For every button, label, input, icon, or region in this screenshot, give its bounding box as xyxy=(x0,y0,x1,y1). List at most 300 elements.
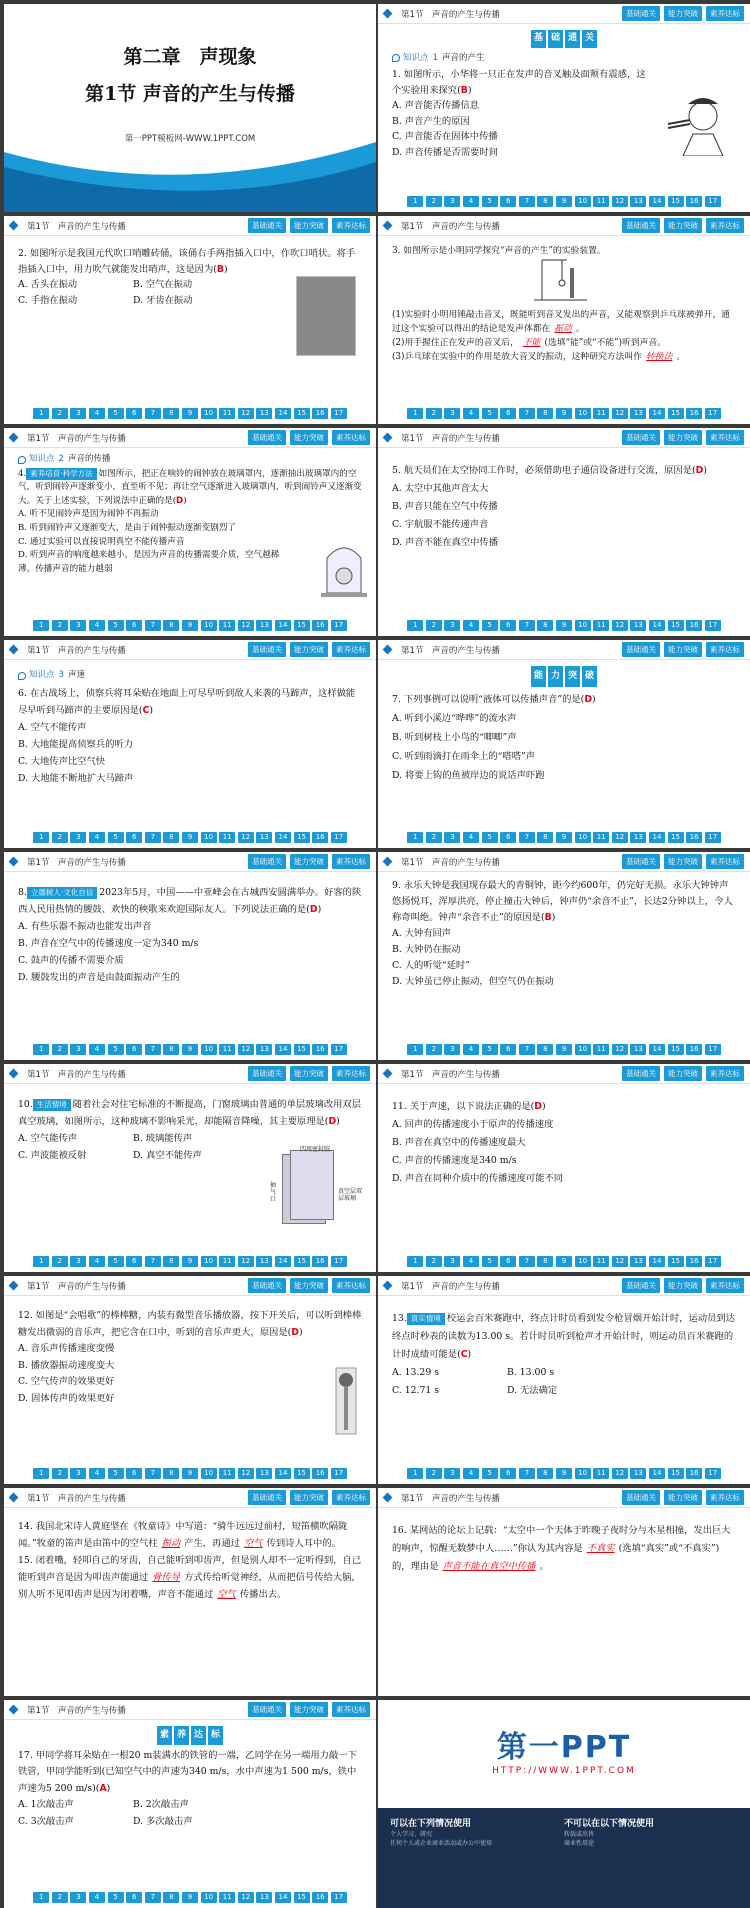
nav-basic-button[interactable]: 基础通关 xyxy=(622,1066,660,1081)
nav-ability-button[interactable]: 能力突破 xyxy=(664,1278,702,1293)
page-nav-item[interactable]: 2 xyxy=(426,832,442,843)
page-nav-item[interactable]: 5 xyxy=(482,1468,498,1479)
page-nav-item[interactable]: 4 xyxy=(463,196,479,207)
page-nav-item[interactable]: 15 xyxy=(294,832,310,843)
nav-literacy-button[interactable]: 素养达标 xyxy=(706,6,744,21)
nav-basic-button[interactable]: 基础通关 xyxy=(622,218,660,233)
page-nav-item[interactable]: 15 xyxy=(668,1044,684,1055)
page-nav-item[interactable]: 9 xyxy=(182,408,198,419)
page-nav-item[interactable]: 7 xyxy=(519,196,535,207)
page-nav-item[interactable]: 2 xyxy=(52,408,68,419)
page-nav-item[interactable]: 9 xyxy=(556,196,572,207)
nav-basic-button[interactable]: 基础通关 xyxy=(622,6,660,21)
page-nav-item[interactable]: 8 xyxy=(537,1468,553,1479)
page-nav-item[interactable]: 3 xyxy=(444,620,460,631)
page-nav-item[interactable]: 2 xyxy=(426,1468,442,1479)
page-nav-item[interactable]: 4 xyxy=(89,408,105,419)
page-nav-item[interactable]: 11 xyxy=(219,620,235,631)
page-nav-item[interactable]: 6 xyxy=(500,832,516,843)
page-nav-item[interactable]: 12 xyxy=(612,1256,628,1267)
page-nav-item[interactable]: 6 xyxy=(126,1256,142,1267)
page-nav-item[interactable]: 16 xyxy=(312,408,328,419)
page-nav-item[interactable]: 5 xyxy=(482,196,498,207)
page-nav-item[interactable]: 7 xyxy=(145,620,161,631)
nav-ability-button[interactable]: 能力突破 xyxy=(664,1066,702,1081)
page-nav-item[interactable]: 6 xyxy=(500,1044,516,1055)
page-nav-item[interactable]: 13 xyxy=(256,620,272,631)
page-nav-item[interactable]: 17 xyxy=(331,832,347,843)
page-nav-item[interactable]: 17 xyxy=(705,832,721,843)
page-nav-item[interactable]: 8 xyxy=(537,1256,553,1267)
page-nav-item[interactable]: 6 xyxy=(126,408,142,419)
page-nav-item[interactable]: 16 xyxy=(312,1892,328,1903)
page-nav-item[interactable]: 8 xyxy=(163,1044,179,1055)
nav-ability-button[interactable]: 能力突破 xyxy=(290,218,328,233)
page-nav-item[interactable]: 3 xyxy=(70,408,86,419)
page-nav-item[interactable]: 8 xyxy=(537,620,553,631)
page-nav-item[interactable]: 13 xyxy=(630,832,646,843)
page-nav-item[interactable]: 4 xyxy=(89,832,105,843)
page-nav-item[interactable]: 16 xyxy=(686,832,702,843)
page-nav-item[interactable]: 15 xyxy=(668,408,684,419)
page-nav-item[interactable]: 2 xyxy=(52,1892,68,1903)
page-nav-item[interactable]: 4 xyxy=(463,832,479,843)
page-nav-item[interactable]: 13 xyxy=(256,1468,272,1479)
page-nav-item[interactable]: 2 xyxy=(426,620,442,631)
page-nav-item[interactable]: 14 xyxy=(649,1468,665,1479)
page-nav-item[interactable]: 1 xyxy=(33,1256,49,1267)
page-nav-item[interactable]: 17 xyxy=(705,1468,721,1479)
page-nav-item[interactable]: 4 xyxy=(463,620,479,631)
page-nav-item[interactable]: 16 xyxy=(686,408,702,419)
page-nav-item[interactable]: 11 xyxy=(219,408,235,419)
nav-basic-button[interactable]: 基础通关 xyxy=(248,1278,286,1293)
page-nav-item[interactable]: 13 xyxy=(256,408,272,419)
page-nav-item[interactable]: 15 xyxy=(668,832,684,843)
page-nav-item[interactable]: 13 xyxy=(630,1044,646,1055)
page-nav-item[interactable]: 10 xyxy=(201,1892,217,1903)
nav-ability-button[interactable]: 能力突破 xyxy=(290,854,328,869)
page-nav-item[interactable]: 13 xyxy=(256,832,272,843)
page-nav-item[interactable]: 8 xyxy=(163,1892,179,1903)
page-nav-item[interactable]: 13 xyxy=(630,620,646,631)
nav-basic-button[interactable]: 基础通关 xyxy=(622,1490,660,1505)
page-nav-item[interactable]: 15 xyxy=(294,408,310,419)
page-nav-item[interactable]: 5 xyxy=(108,1892,124,1903)
nav-literacy-button[interactable]: 素养达标 xyxy=(332,854,370,869)
page-nav-item[interactable]: 6 xyxy=(126,620,142,631)
page-nav xyxy=(4,1044,376,1055)
page-nav-item[interactable]: 7 xyxy=(519,1256,535,1267)
page-nav-item[interactable]: 9 xyxy=(556,1256,572,1267)
page-nav-item[interactable]: 8 xyxy=(537,832,553,843)
page-nav-item[interactable]: 7 xyxy=(145,1256,161,1267)
page-nav-item[interactable]: 10 xyxy=(201,1468,217,1479)
page-nav-item[interactable]: 9 xyxy=(182,1044,198,1055)
page-nav-item[interactable]: 7 xyxy=(145,1892,161,1903)
page-nav-item[interactable]: 3 xyxy=(444,196,460,207)
page-nav-item[interactable]: 13 xyxy=(630,1468,646,1479)
page-nav-item[interactable]: 2 xyxy=(426,1256,442,1267)
page-nav-item[interactable]: 1 xyxy=(407,196,423,207)
nav-ability-button[interactable]: 能力突破 xyxy=(664,218,702,233)
page-nav-item[interactable]: 16 xyxy=(686,196,702,207)
page-nav-item[interactable]: 17 xyxy=(705,620,721,631)
option: A. 有些乐器不振动也能发出声音 xyxy=(18,921,152,932)
page-nav-item[interactable]: 12 xyxy=(612,620,628,631)
page-nav-item[interactable]: 1 xyxy=(33,408,49,419)
page-nav-item[interactable]: 3 xyxy=(444,832,460,843)
page-nav-item[interactable]: 2 xyxy=(426,196,442,207)
page-nav-item[interactable]: 11 xyxy=(593,620,609,631)
page-nav-item[interactable]: 10 xyxy=(201,1044,217,1055)
page-nav-item[interactable]: 2 xyxy=(52,1044,68,1055)
page-nav-item[interactable]: 16 xyxy=(312,1044,328,1055)
nav-basic-button[interactable]: 基础通关 xyxy=(248,1702,286,1717)
page-nav-item[interactable]: 16 xyxy=(312,832,328,843)
page-nav-item[interactable]: 11 xyxy=(593,408,609,419)
page-nav-item[interactable]: 16 xyxy=(686,1044,702,1055)
nav-literacy-button[interactable]: 素养达标 xyxy=(332,642,370,657)
page-nav-item[interactable]: 1 xyxy=(407,1044,423,1055)
page-nav-item[interactable]: 10 xyxy=(201,832,217,843)
page-nav-item[interactable]: 7 xyxy=(519,832,535,843)
nav-basic-button[interactable]: 基础通关 xyxy=(248,1490,286,1505)
diamond-icon xyxy=(9,1493,19,1503)
page-nav-item[interactable]: 2 xyxy=(52,832,68,843)
page-nav-item[interactable]: 2 xyxy=(52,1468,68,1479)
page-nav-item[interactable]: 8 xyxy=(537,1044,553,1055)
page-nav-item[interactable]: 14 xyxy=(649,832,665,843)
page-nav-item[interactable]: 13 xyxy=(256,1892,272,1903)
page-nav-item[interactable]: 3 xyxy=(70,1044,86,1055)
page-nav-item[interactable]: 10 xyxy=(575,408,591,419)
page-nav-item[interactable]: 15 xyxy=(294,620,310,631)
page-nav-item[interactable]: 1 xyxy=(407,832,423,843)
nav-literacy-button[interactable]: 素养达标 xyxy=(332,1278,370,1293)
nav-literacy-button[interactable]: 素养达标 xyxy=(332,1490,370,1505)
page-nav-item[interactable]: 3 xyxy=(444,408,460,419)
page-nav-item[interactable]: 7 xyxy=(145,408,161,419)
page-nav-item[interactable]: 9 xyxy=(556,408,572,419)
nav-ability-button[interactable]: 能力突破 xyxy=(290,1066,328,1081)
page-nav-item[interactable]: 13 xyxy=(630,196,646,207)
slide-q10 xyxy=(4,1064,376,1272)
page-nav-item[interactable]: 6 xyxy=(126,832,142,843)
nav-literacy-button[interactable]: 素养达标 xyxy=(706,1278,744,1293)
option: D. 固体传声的效果更好 xyxy=(18,1392,115,1404)
page-nav-item[interactable]: 17 xyxy=(331,1892,347,1903)
page-nav-item[interactable]: 3 xyxy=(444,1044,460,1055)
page-nav-item[interactable]: 6 xyxy=(126,1892,142,1903)
page-nav-item[interactable]: 17 xyxy=(705,1044,721,1055)
page-nav-item[interactable]: 9 xyxy=(182,832,198,843)
page-nav-item[interactable]: 1 xyxy=(33,1468,49,1479)
page-nav-item[interactable]: 17 xyxy=(705,408,721,419)
page-nav-item[interactable]: 15 xyxy=(294,1044,310,1055)
page-nav-item[interactable]: 8 xyxy=(537,408,553,419)
page-nav-item[interactable]: 3 xyxy=(70,832,86,843)
page-nav-item[interactable]: 11 xyxy=(219,1256,235,1267)
diamond-icon xyxy=(9,1281,19,1291)
nav-basic-button[interactable]: 基础通关 xyxy=(248,642,286,657)
page-nav-item[interactable]: 7 xyxy=(519,408,535,419)
page-nav-item[interactable]: 8 xyxy=(163,1468,179,1479)
page-nav-item[interactable]: 6 xyxy=(500,620,516,631)
page-nav-item[interactable]: 14 xyxy=(275,620,291,631)
page-nav xyxy=(4,1256,376,1267)
page-nav-item[interactable]: 12 xyxy=(238,1256,254,1267)
page-nav-item[interactable]: 1 xyxy=(33,832,49,843)
page-nav-item[interactable]: 6 xyxy=(126,1468,142,1479)
page-nav-item[interactable]: 13 xyxy=(630,408,646,419)
page-nav-item[interactable]: 11 xyxy=(593,1256,609,1267)
page-nav-item[interactable]: 13 xyxy=(256,1044,272,1055)
page-nav-item[interactable]: 8 xyxy=(163,1256,179,1267)
page-nav-item[interactable]: 1 xyxy=(33,1044,49,1055)
page-nav-item[interactable]: 11 xyxy=(219,1468,235,1479)
slide-header: 第1节 声音的产生与传播 基础通关 能力突破 素养达标 xyxy=(378,1064,750,1084)
page-nav-item[interactable]: 6 xyxy=(500,1256,516,1267)
nav-literacy-button[interactable]: 素养达标 xyxy=(332,430,370,445)
page-nav-item[interactable]: 14 xyxy=(649,1044,665,1055)
option: C. 3次敲击声 xyxy=(18,1815,74,1827)
page-nav-item[interactable]: 15 xyxy=(668,620,684,631)
page-nav-item[interactable]: 12 xyxy=(238,408,254,419)
page-nav-item[interactable]: 5 xyxy=(108,832,124,843)
page-nav-item[interactable]: 7 xyxy=(145,832,161,843)
page-nav-item[interactable]: 11 xyxy=(593,1468,609,1479)
nav-basic-button[interactable]: 基础通关 xyxy=(248,854,286,869)
nav-basic-button[interactable]: 基础通关 xyxy=(622,854,660,869)
page-nav-item[interactable]: 12 xyxy=(612,408,628,419)
page-nav-item[interactable]: 2 xyxy=(52,1256,68,1267)
page-nav-item[interactable]: 14 xyxy=(649,196,665,207)
page-nav-item[interactable]: 5 xyxy=(482,1044,498,1055)
page-nav-item[interactable]: 2 xyxy=(52,620,68,631)
page-nav-item[interactable]: 9 xyxy=(182,1468,198,1479)
page-nav-item[interactable]: 17 xyxy=(705,1256,721,1267)
nav-ability-button[interactable]: 能力突破 xyxy=(290,1702,328,1717)
page-nav-item[interactable]: 9 xyxy=(556,1468,572,1479)
page-nav-item[interactable]: 16 xyxy=(686,1256,702,1267)
nav-literacy-button[interactable]: 素养达标 xyxy=(332,1702,370,1717)
page-nav-item[interactable]: 16 xyxy=(312,1256,328,1267)
option: A. 声音能否传播信息 xyxy=(392,100,479,111)
page-nav-item[interactable]: 6 xyxy=(500,1468,516,1479)
page-nav-item[interactable]: 5 xyxy=(108,1468,124,1479)
page-nav-item[interactable]: 9 xyxy=(556,832,572,843)
nav-basic-button[interactable]: 基础通关 xyxy=(248,218,286,233)
page-nav-item[interactable]: 11 xyxy=(219,1044,235,1055)
page-nav-item[interactable]: 12 xyxy=(612,832,628,843)
page-nav-item[interactable]: 7 xyxy=(519,1468,535,1479)
page-nav-item[interactable]: 12 xyxy=(238,620,254,631)
page-nav-item[interactable]: 16 xyxy=(686,620,702,631)
page-nav-item[interactable]: 12 xyxy=(238,1044,254,1055)
page-nav-item[interactable]: 12 xyxy=(238,1468,254,1479)
page-nav-item[interactable]: 12 xyxy=(612,1044,628,1055)
page-nav-item[interactable]: 16 xyxy=(686,1468,702,1479)
page-nav-item[interactable]: 10 xyxy=(575,1256,591,1267)
page-nav-item[interactable]: 9 xyxy=(556,620,572,631)
page-nav-item[interactable]: 14 xyxy=(275,832,291,843)
nav-literacy-button[interactable]: 素养达标 xyxy=(332,218,370,233)
page-nav-item[interactable]: 6 xyxy=(500,408,516,419)
page-nav-item[interactable]: 14 xyxy=(275,408,291,419)
page-nav-item[interactable]: 7 xyxy=(145,1044,161,1055)
nav-ability-button[interactable]: 能力突破 xyxy=(664,642,702,657)
page-nav-item[interactable]: 1 xyxy=(407,620,423,631)
option: C. 空气传声的效果更好 xyxy=(18,1376,115,1387)
page-nav-item[interactable]: 5 xyxy=(482,408,498,419)
page-nav-item[interactable]: 10 xyxy=(201,620,217,631)
page-nav-item[interactable]: 4 xyxy=(463,408,479,419)
nav-literacy-button[interactable]: 素养达标 xyxy=(332,1066,370,1081)
page-nav-item[interactable]: 1 xyxy=(407,1256,423,1267)
page-nav-item[interactable]: 4 xyxy=(89,1892,105,1903)
page-nav-item[interactable]: 17 xyxy=(331,1044,347,1055)
page-nav-item[interactable]: 7 xyxy=(519,1044,535,1055)
page-nav-item[interactable]: 1 xyxy=(33,1892,49,1903)
page-nav-item[interactable]: 13 xyxy=(630,1256,646,1267)
page-nav-item[interactable]: 15 xyxy=(668,1468,684,1479)
page-nav-item[interactable]: 9 xyxy=(556,1044,572,1055)
page-nav-item[interactable]: 4 xyxy=(463,1256,479,1267)
page-nav-item[interactable]: 3 xyxy=(70,1256,86,1267)
page-nav-item[interactable]: 3 xyxy=(70,620,86,631)
page-nav-item[interactable]: 3 xyxy=(444,1468,460,1479)
page-nav-item[interactable]: 5 xyxy=(482,1256,498,1267)
nav-basic-button[interactable]: 基础通关 xyxy=(248,430,286,445)
page-nav-item[interactable]: 5 xyxy=(482,620,498,631)
page-nav-item[interactable]: 11 xyxy=(593,196,609,207)
page-nav-item[interactable]: 10 xyxy=(201,1256,217,1267)
page-nav-item[interactable]: 1 xyxy=(33,620,49,631)
page-nav-item[interactable]: 8 xyxy=(163,408,179,419)
page-nav-item[interactable]: 11 xyxy=(219,1892,235,1903)
nav-literacy-button[interactable]: 素养达标 xyxy=(706,218,744,233)
page-nav-item[interactable]: 15 xyxy=(668,196,684,207)
page-nav-item[interactable]: 15 xyxy=(294,1468,310,1479)
page-nav-item[interactable]: 14 xyxy=(275,1468,291,1479)
page-nav-item[interactable]: 12 xyxy=(238,832,254,843)
option: B. 声音产生的原因 xyxy=(392,115,470,127)
page-nav-item[interactable]: 7 xyxy=(145,1468,161,1479)
nav-literacy-button[interactable]: 素养达标 xyxy=(706,642,744,657)
page-nav-item[interactable]: 14 xyxy=(275,1044,291,1055)
page-nav-item[interactable]: 13 xyxy=(256,1256,272,1267)
page-nav-item[interactable]: 1 xyxy=(407,1468,423,1479)
page-nav-item[interactable]: 5 xyxy=(108,1256,124,1267)
page-nav-item[interactable]: 4 xyxy=(89,1468,105,1479)
option: A. 听到小溪边“哗哗”的流水声 xyxy=(392,713,517,724)
page-nav-item[interactable]: 15 xyxy=(294,1892,310,1903)
page-nav-item[interactable]: 15 xyxy=(294,1256,310,1267)
nav-ability-button[interactable]: 能力突破 xyxy=(664,6,702,21)
page-nav-item[interactable]: 17 xyxy=(331,408,347,419)
page-nav-item[interactable]: 2 xyxy=(426,1044,442,1055)
nav-basic-button[interactable]: 基础通关 xyxy=(248,1066,286,1081)
nav-ability-button[interactable]: 能力突破 xyxy=(290,1278,328,1293)
page-nav-item[interactable]: 2 xyxy=(426,408,442,419)
page-nav-item[interactable]: 8 xyxy=(163,832,179,843)
page-nav-item[interactable]: 4 xyxy=(89,1044,105,1055)
page-nav-item[interactable]: 17 xyxy=(331,620,347,631)
page-nav-item[interactable]: 17 xyxy=(331,1256,347,1267)
nav-ability-button[interactable]: 能力突破 xyxy=(290,1490,328,1505)
nav-basic-button[interactable]: 基础通关 xyxy=(622,430,660,445)
page-nav-item[interactable]: 4 xyxy=(463,1468,479,1479)
page-nav-item[interactable]: 12 xyxy=(612,196,628,207)
nav-ability-button[interactable]: 能力突破 xyxy=(664,1490,702,1505)
page-nav-item[interactable]: 1 xyxy=(407,408,423,419)
page-nav-item[interactable]: 4 xyxy=(463,1044,479,1055)
page-nav-item[interactable]: 3 xyxy=(70,1468,86,1479)
page-nav-item[interactable]: 9 xyxy=(182,620,198,631)
page-nav-item[interactable]: 15 xyxy=(668,1256,684,1267)
page-nav-item[interactable]: 10 xyxy=(201,408,217,419)
nav-literacy-button[interactable]: 素养达标 xyxy=(706,854,744,869)
page-nav-item[interactable]: 10 xyxy=(575,196,591,207)
page-nav-item[interactable]: 12 xyxy=(612,1468,628,1479)
page-nav-item[interactable]: 4 xyxy=(89,620,105,631)
page-nav-item[interactable]: 16 xyxy=(312,1468,328,1479)
nav-literacy-button[interactable]: 素养达标 xyxy=(706,1490,744,1505)
page-nav-item[interactable]: 14 xyxy=(275,1892,291,1903)
page-nav-item[interactable]: 8 xyxy=(163,620,179,631)
page-nav-item[interactable]: 17 xyxy=(705,196,721,207)
nav-ability-button[interactable]: 能力突破 xyxy=(664,430,702,445)
page-nav-item[interactable]: 9 xyxy=(182,1256,198,1267)
page-nav-item[interactable]: 11 xyxy=(593,1044,609,1055)
nav-ability-button[interactable]: 能力突破 xyxy=(290,642,328,657)
page-nav-item[interactable]: 11 xyxy=(219,832,235,843)
page-nav-item[interactable]: 7 xyxy=(519,620,535,631)
page-nav-item[interactable]: 5 xyxy=(108,1044,124,1055)
page-nav-item[interactable]: 12 xyxy=(238,1892,254,1903)
nav-literacy-button[interactable]: 素养达标 xyxy=(706,430,744,445)
page-nav-item[interactable]: 11 xyxy=(593,832,609,843)
page-nav-item[interactable]: 16 xyxy=(312,620,328,631)
page-nav-item[interactable]: 8 xyxy=(537,196,553,207)
page-nav-item[interactable]: 14 xyxy=(649,408,665,419)
diamond-icon xyxy=(9,1069,19,1079)
page-nav-item[interactable]: 14 xyxy=(649,620,665,631)
page-nav-item[interactable]: 5 xyxy=(482,832,498,843)
page-nav-item[interactable]: 10 xyxy=(575,832,591,843)
nav-literacy-button[interactable]: 素养达标 xyxy=(706,1066,744,1081)
page-nav-item[interactable]: 10 xyxy=(575,1468,591,1479)
page-nav-item[interactable]: 6 xyxy=(500,196,516,207)
nav-ability-button[interactable]: 能力突破 xyxy=(290,430,328,445)
page-nav-item[interactable]: 17 xyxy=(331,1468,347,1479)
page-nav-item[interactable]: 10 xyxy=(575,1044,591,1055)
page-nav-item[interactable]: 14 xyxy=(275,1256,291,1267)
page-nav-item[interactable]: 4 xyxy=(89,1256,105,1267)
page-nav-item[interactable]: 5 xyxy=(108,620,124,631)
page-nav-item[interactable]: 5 xyxy=(108,408,124,419)
page-nav-item[interactable]: 14 xyxy=(649,1256,665,1267)
page-nav-item[interactable]: 3 xyxy=(444,1256,460,1267)
page-nav-item[interactable]: 3 xyxy=(70,1892,86,1903)
page-nav-item[interactable]: 10 xyxy=(575,620,591,631)
nav-basic-button[interactable]: 基础通关 xyxy=(622,1278,660,1293)
nav-ability-button[interactable]: 能力突破 xyxy=(664,854,702,869)
page-nav-item[interactable]: 6 xyxy=(126,1044,142,1055)
page-nav-item[interactable]: 9 xyxy=(182,1892,198,1903)
nav-basic-button[interactable]: 基础通关 xyxy=(622,642,660,657)
